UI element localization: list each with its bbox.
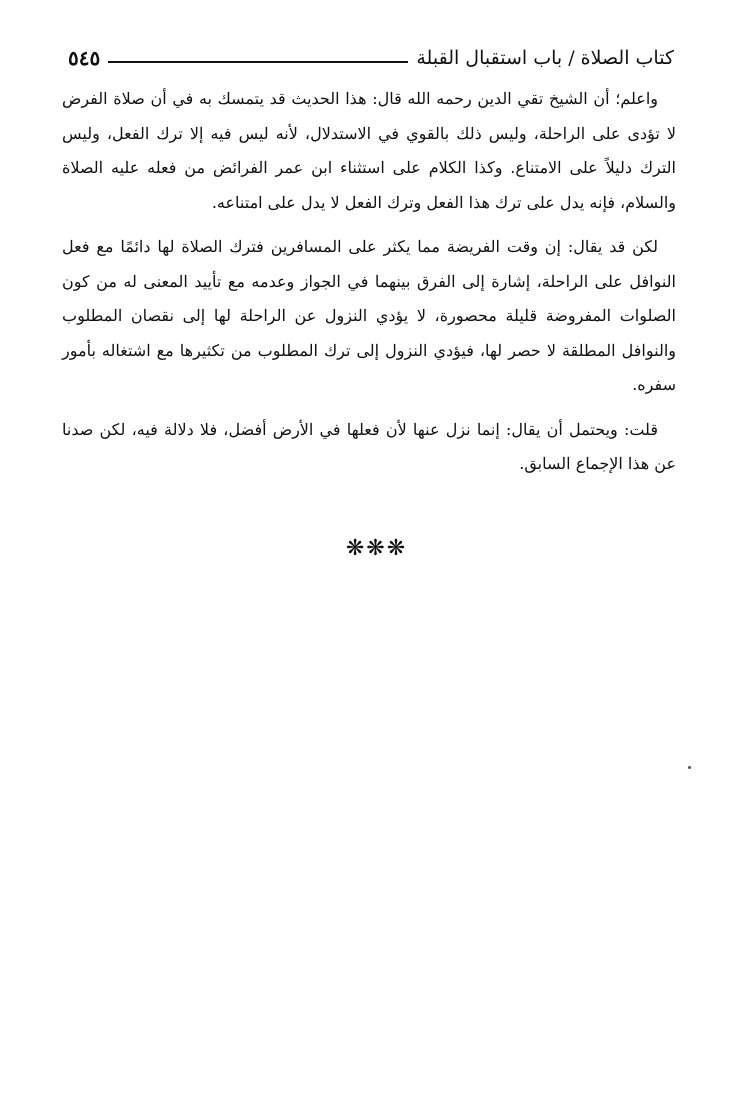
section-end-ornament: ❋❋❋ (345, 536, 408, 561)
page-number: ٥٤٥ (68, 46, 101, 70)
header-rule (108, 61, 408, 63)
running-header (68, 40, 674, 70)
scan-speck (688, 766, 691, 769)
paragraph-2: لكن قد يقال: إن وقت الفريضة مما يكثر على المسافرين فترك الصلاة لها دائمًا مع فعل النوافل على الراحلة، إشارة إلى الفرق بينهما في الجواز وعدمه مع تأييد المعنى له من كون الصلوات المفروضة قليلة محصورة، لا يؤدي النزول عن الراحلة لها إلى نقصان المطلوب والنوافل المطلقة لا حصر لها، فيؤدي النزول إلى ترك المطلوب من تكثيرها مع اشتغاله بأمور سفره. (62, 237, 676, 394)
paragraph-3: قلت: ويحتمل أن يقال: إنما نزل عنها لأن فعلها في الأرض أفضل، فلا دلالة فيه، لكن صدنا عن هذا الإجماع السابق. (62, 419, 676, 473)
body-text (62, 82, 676, 492)
header-title: كتاب الصلاة / باب استقبال القبلة (416, 47, 674, 69)
paragraph-1: واعلم؛ أن الشيخ تقي الدين رحمه الله قال: هذا الحديث قد يتمسك به في أن صلاة الفرض لا تؤدى على الراحلة، وليس ذلك بالقوي في الاستدلال، لأنه ليس فيه إلا ترك الفعل، وليس الترك دليلاً على الامتناع. وكذا الكلام على استثناء ابن عمر الفرائض من فعله عليه الصلاة والسلام، فإنه يدل على ترك هذا الفعل وترك الفعل لا يدل على امتناعه. (62, 89, 676, 212)
